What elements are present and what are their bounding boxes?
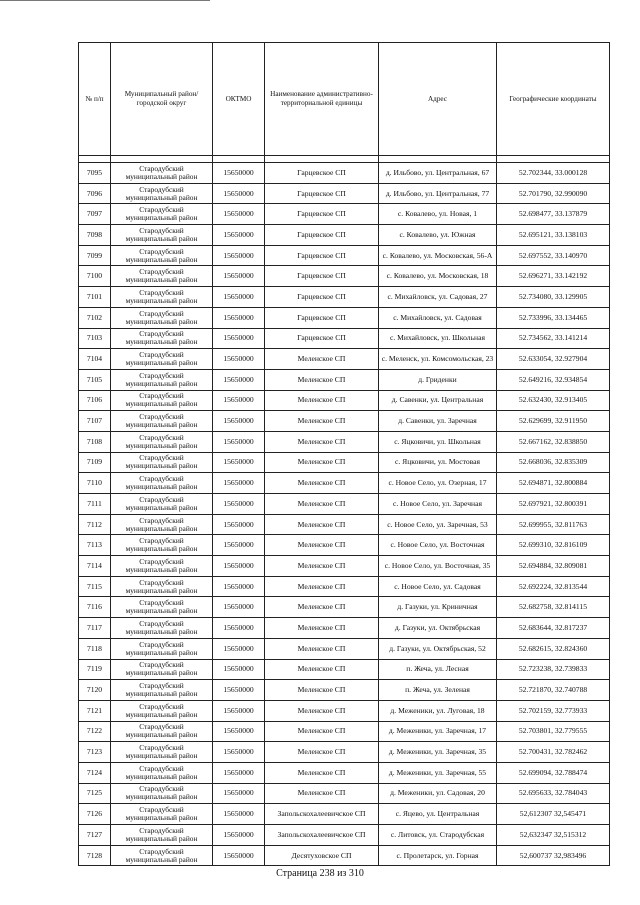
top-rule: [0, 0, 210, 1]
cell-oktmo: 15650000: [213, 638, 265, 659]
header-row: [79, 43, 610, 156]
table-row: [79, 576, 610, 597]
cell-unit: Гарцевское СП: [265, 163, 379, 184]
cell-unit: Гарцевское СП: [265, 266, 379, 287]
cell-unit: Меленское СП: [265, 369, 379, 390]
cell-oktmo: 15650000: [213, 576, 265, 597]
cell-oktmo: 15650000: [213, 163, 265, 184]
cell-district: Стародубский муниципальный район: [111, 742, 213, 763]
cell-num: 7127: [79, 825, 111, 846]
cell-oktmo: 15650000: [213, 783, 265, 804]
cell-district: Стародубский муниципальный район: [111, 225, 213, 246]
cell-coords: 52.682615, 32.824360: [497, 638, 610, 659]
table-row: [79, 163, 610, 184]
header-oktmo: ОКТМО: [213, 43, 265, 156]
cell-coords: 52.668036, 32.835309: [497, 452, 610, 473]
cell-unit: Меленское СП: [265, 680, 379, 701]
table-row: [79, 411, 610, 432]
cell-address: д. Меженики, ул. Садовая, 20: [379, 783, 497, 804]
table-row: [79, 783, 610, 804]
cell-address: с. Ковалево, ул. Московская, 56-А: [379, 245, 497, 266]
cell-unit: Меленское СП: [265, 783, 379, 804]
cell-coords: 52.734080, 33.129905: [497, 287, 610, 308]
table-body: [79, 163, 610, 866]
cell-coords: 52.699094, 32.788474: [497, 762, 610, 783]
header-gap-row: [79, 156, 610, 163]
cell-oktmo: 15650000: [213, 307, 265, 328]
cell-district: Стародубский муниципальный район: [111, 804, 213, 825]
cell-coords: 52.703801, 32.779555: [497, 721, 610, 742]
cell-unit: Гарцевское СП: [265, 225, 379, 246]
cell-coords: 52.695633, 32.784043: [497, 783, 610, 804]
cell-coords: 52,612307 32,545471: [497, 804, 610, 825]
cell-oktmo: 15650000: [213, 825, 265, 846]
cell-unit: Меленское СП: [265, 618, 379, 639]
cell-oktmo: 15650000: [213, 618, 265, 639]
cell-unit: Меленское СП: [265, 597, 379, 618]
cell-num: 7112: [79, 514, 111, 535]
cell-unit: Меленское СП: [265, 638, 379, 659]
cell-oktmo: 15650000: [213, 266, 265, 287]
cell-address: с. Михайловск, ул. Садовая, 27: [379, 287, 497, 308]
cell-oktmo: 15650000: [213, 431, 265, 452]
table-row: [79, 349, 610, 370]
cell-district: Стародубский муниципальный район: [111, 183, 213, 204]
header-unit: Наименование административно-территориальной единицы: [265, 43, 379, 156]
cell-address: с. Яцковичи, ул. Мостовая: [379, 452, 497, 473]
cell-district: Стародубский муниципальный район: [111, 328, 213, 349]
cell-oktmo: 15650000: [213, 183, 265, 204]
cell-oktmo: 15650000: [213, 514, 265, 535]
table-row: [79, 597, 610, 618]
table-row: [79, 390, 610, 411]
page-number: Страница 238 из 310: [276, 868, 364, 879]
cell-district: Стародубский муниципальный район: [111, 307, 213, 328]
cell-district: Стародубский муниципальный район: [111, 514, 213, 535]
cell-district: Стародубский муниципальный район: [111, 204, 213, 225]
cell-num: 7098: [79, 225, 111, 246]
cell-coords: 52.692224, 32.813544: [497, 576, 610, 597]
cell-address: с. Ковалево, ул. Московская, 18: [379, 266, 497, 287]
cell-address: д. Меженики, ул. Заречная, 55: [379, 762, 497, 783]
table-row: [79, 825, 610, 846]
header-num: № п/п: [79, 43, 111, 156]
table-row: [79, 225, 610, 246]
cell-unit: Меленское СП: [265, 411, 379, 432]
cell-coords: 52.667162, 32.838850: [497, 431, 610, 452]
cell-num: 7100: [79, 266, 111, 287]
table-row: [79, 328, 610, 349]
cell-district: Стародубский муниципальный район: [111, 845, 213, 866]
table-row: [79, 762, 610, 783]
cell-address: с. Новое Село, ул. Садовая: [379, 576, 497, 597]
cell-address: п. Жеча, ул. Зеленая: [379, 680, 497, 701]
cell-num: 7124: [79, 762, 111, 783]
cell-num: 7123: [79, 742, 111, 763]
table-row: [79, 742, 610, 763]
cell-address: д. Савенки, ул. Центральная: [379, 390, 497, 411]
gap-cell: [79, 156, 111, 163]
cell-num: 7115: [79, 576, 111, 597]
cell-unit: Меленское СП: [265, 742, 379, 763]
cell-oktmo: 15650000: [213, 680, 265, 701]
cell-num: 7113: [79, 535, 111, 556]
cell-district: Стародубский муниципальный район: [111, 762, 213, 783]
cell-oktmo: 15650000: [213, 494, 265, 515]
cell-num: 7108: [79, 431, 111, 452]
cell-coords: 52.734562, 33.141214: [497, 328, 610, 349]
table-row: [79, 266, 610, 287]
cell-coords: 52.683644, 32.817237: [497, 618, 610, 639]
cell-oktmo: 15650000: [213, 742, 265, 763]
cell-address: д. Меженики, ул. Заречная, 35: [379, 742, 497, 763]
cell-unit: Меленское СП: [265, 431, 379, 452]
cell-coords: 52.721870, 32.740788: [497, 680, 610, 701]
table-row: [79, 556, 610, 577]
cell-oktmo: 15650000: [213, 597, 265, 618]
cell-num: 7102: [79, 307, 111, 328]
cell-unit: Меленское СП: [265, 473, 379, 494]
cell-unit: Меленское СП: [265, 762, 379, 783]
cell-coords: 52.702159, 32.773933: [497, 700, 610, 721]
table-row: [79, 245, 610, 266]
cell-unit: Меленское СП: [265, 576, 379, 597]
cell-unit: Меленское СП: [265, 390, 379, 411]
cell-coords: 52.701790, 32.990090: [497, 183, 610, 204]
table-row: [79, 721, 610, 742]
table-row: [79, 452, 610, 473]
cell-unit: Меленское СП: [265, 494, 379, 515]
cell-district: Стародубский муниципальный район: [111, 287, 213, 308]
cell-address: с. Меленск, ул. Комсомольская, 23: [379, 349, 497, 370]
cell-num: 7110: [79, 473, 111, 494]
cell-num: 7117: [79, 618, 111, 639]
cell-oktmo: 15650000: [213, 225, 265, 246]
table-row: [79, 659, 610, 680]
cell-unit: Меленское СП: [265, 659, 379, 680]
table-row: [79, 804, 610, 825]
table-row: [79, 204, 610, 225]
cell-num: 7106: [79, 390, 111, 411]
cell-num: 7104: [79, 349, 111, 370]
table-row: [79, 494, 610, 515]
cell-coords: 52.700431, 32.782462: [497, 742, 610, 763]
cell-unit: Гарцевское СП: [265, 328, 379, 349]
cell-district: Стародубский муниципальный район: [111, 245, 213, 266]
table-row: [79, 514, 610, 535]
cell-district: Стародубский муниципальный район: [111, 638, 213, 659]
table-row: [79, 638, 610, 659]
cell-unit: Запольскохалеевичское СП: [265, 825, 379, 846]
cell-num: 7101: [79, 287, 111, 308]
cell-address: д. Ильбово, ул. Центральная, 77: [379, 183, 497, 204]
cell-unit: Гарцевское СП: [265, 183, 379, 204]
cell-coords: 52.629699, 32.911950: [497, 411, 610, 432]
gap-cell: [265, 156, 379, 163]
cell-unit: Меленское СП: [265, 452, 379, 473]
cell-unit: Меленское СП: [265, 349, 379, 370]
cell-num: 7107: [79, 411, 111, 432]
gap-cell: [497, 156, 610, 163]
cell-address: с. Новое Село, ул. Озерная, 17: [379, 473, 497, 494]
cell-unit: Меленское СП: [265, 700, 379, 721]
header-address: Адрес: [379, 43, 497, 156]
table-row: [79, 473, 610, 494]
cell-oktmo: 15650000: [213, 452, 265, 473]
cell-district: Стародубский муниципальный район: [111, 680, 213, 701]
cell-coords: 52.633054, 32.927904: [497, 349, 610, 370]
cell-coords: 52.649216, 32.934854: [497, 369, 610, 390]
cell-coords: 52.694871, 32.800884: [497, 473, 610, 494]
table-row: [79, 680, 610, 701]
cell-oktmo: 15650000: [213, 411, 265, 432]
cell-oktmo: 15650000: [213, 369, 265, 390]
cell-oktmo: 15650000: [213, 328, 265, 349]
table-row: [79, 183, 610, 204]
cell-unit: Гарцевское СП: [265, 204, 379, 225]
cell-oktmo: 15650000: [213, 287, 265, 308]
cell-oktmo: 15650000: [213, 700, 265, 721]
cell-oktmo: 15650000: [213, 390, 265, 411]
cell-coords: 52,600737 32,983496: [497, 845, 610, 866]
cell-oktmo: 15650000: [213, 204, 265, 225]
cell-district: Стародубский муниципальный район: [111, 535, 213, 556]
cell-num: 7096: [79, 183, 111, 204]
cell-coords: 52,632347 32,515312: [497, 825, 610, 846]
cell-district: Стародубский муниципальный район: [111, 266, 213, 287]
cell-oktmo: 15650000: [213, 245, 265, 266]
cell-coords: 52.695121, 33.138103: [497, 225, 610, 246]
cell-district: Стародубский муниципальный район: [111, 659, 213, 680]
cell-coords: 52.723238, 32.739833: [497, 659, 610, 680]
cell-district: Стародубский муниципальный район: [111, 349, 213, 370]
cell-address: д. Ильбово, ул. Центральная, 67: [379, 163, 497, 184]
cell-district: Стародубский муниципальный район: [111, 825, 213, 846]
cell-coords: 52.699310, 32.816109: [497, 535, 610, 556]
cell-num: 7119: [79, 659, 111, 680]
cell-num: 7122: [79, 721, 111, 742]
cell-district: Стародубский муниципальный район: [111, 411, 213, 432]
cell-unit: Гарцевское СП: [265, 245, 379, 266]
cell-unit: Меленское СП: [265, 556, 379, 577]
cell-num: 7114: [79, 556, 111, 577]
cell-num: 7121: [79, 700, 111, 721]
cell-num: 7095: [79, 163, 111, 184]
cell-address: с. Новое Село, ул. Заречная, 53: [379, 514, 497, 535]
gap-cell: [379, 156, 497, 163]
cell-oktmo: 15650000: [213, 556, 265, 577]
cell-num: 7099: [79, 245, 111, 266]
cell-oktmo: 15650000: [213, 845, 265, 866]
cell-coords: 52.702344, 33.000128: [497, 163, 610, 184]
cell-oktmo: 15650000: [213, 804, 265, 825]
cell-coords: 52.697921, 32.800391: [497, 494, 610, 515]
cell-address: с. Ковалево, ул. Южная: [379, 225, 497, 246]
cell-num: 7097: [79, 204, 111, 225]
cell-address: с. Новое Село, ул. Восточная, 35: [379, 556, 497, 577]
cell-address: с. Пролетарск, ул. Горная: [379, 845, 497, 866]
cell-coords: 52.699955, 32.811763: [497, 514, 610, 535]
cell-coords: 52.694884, 32.809081: [497, 556, 610, 577]
registry-table: [78, 42, 610, 866]
cell-address: д. Газуки, ул. Октябрьская: [379, 618, 497, 639]
cell-num: 7111: [79, 494, 111, 515]
cell-num: 7118: [79, 638, 111, 659]
cell-district: Стародубский муниципальный район: [111, 576, 213, 597]
cell-unit: Меленское СП: [265, 721, 379, 742]
cell-address: с. Литовск, ул. Стародубская: [379, 825, 497, 846]
cell-address: с. Михайловск, ул. Садовая: [379, 307, 497, 328]
cell-address: с. Новое Село, ул. Восточная: [379, 535, 497, 556]
cell-district: Стародубский муниципальный район: [111, 163, 213, 184]
cell-oktmo: 15650000: [213, 535, 265, 556]
cell-address: с. Яцковичи, ул. Школьная: [379, 431, 497, 452]
cell-district: Стародубский муниципальный район: [111, 369, 213, 390]
cell-address: д. Меженики, ул. Луговая, 18: [379, 700, 497, 721]
cell-oktmo: 15650000: [213, 762, 265, 783]
cell-district: Стародубский муниципальный район: [111, 700, 213, 721]
cell-num: 7125: [79, 783, 111, 804]
cell-address: д. Газуки, ул. Октябрьская, 52: [379, 638, 497, 659]
table-row: [79, 307, 610, 328]
cell-district: Стародубский муниципальный район: [111, 473, 213, 494]
cell-oktmo: 15650000: [213, 721, 265, 742]
table-row: [79, 535, 610, 556]
cell-address: д. Меженики, ул. Заречная, 17: [379, 721, 497, 742]
cell-district: Стародубский муниципальный район: [111, 783, 213, 804]
table-row: [79, 618, 610, 639]
cell-num: 7103: [79, 328, 111, 349]
cell-unit: Гарцевское СП: [265, 287, 379, 308]
cell-district: Стародубский муниципальный район: [111, 721, 213, 742]
header-district: Муниципальный район/городской округ: [111, 43, 213, 156]
cell-address: с. Яцево, ул. Центральная: [379, 804, 497, 825]
table-header: [79, 43, 610, 163]
cell-num: 7109: [79, 452, 111, 473]
cell-district: Стародубский муниципальный район: [111, 618, 213, 639]
cell-unit: Запольскохалеевичское СП: [265, 804, 379, 825]
cell-unit: Гарцевское СП: [265, 307, 379, 328]
cell-district: Стародубский муниципальный район: [111, 452, 213, 473]
cell-district: Стародубский муниципальный район: [111, 390, 213, 411]
table-row: [79, 287, 610, 308]
cell-num: 7128: [79, 845, 111, 866]
cell-address: с. Ковалево, ул. Новая, 1: [379, 204, 497, 225]
cell-address: п. Жеча, ул. Лесная: [379, 659, 497, 680]
cell-address: д. Газуки, ул. Криничная: [379, 597, 497, 618]
table-row: [79, 845, 610, 866]
cell-oktmo: 15650000: [213, 349, 265, 370]
gap-cell: [213, 156, 265, 163]
cell-num: 7120: [79, 680, 111, 701]
table-row: [79, 369, 610, 390]
cell-unit: Меленское СП: [265, 514, 379, 535]
cell-district: Стародубский муниципальный район: [111, 431, 213, 452]
cell-num: 7116: [79, 597, 111, 618]
gap-cell: [111, 156, 213, 163]
table-row: [79, 431, 610, 452]
cell-coords: 52.696271, 33.142192: [497, 266, 610, 287]
cell-coords: 52.697552, 33.140970: [497, 245, 610, 266]
cell-coords: 52.632430, 32.913405: [497, 390, 610, 411]
cell-coords: 52.682758, 32.814115: [497, 597, 610, 618]
cell-oktmo: 15650000: [213, 473, 265, 494]
cell-address: д. Гриденки: [379, 369, 497, 390]
cell-address: с. Новое Село, ул. Заречная: [379, 494, 497, 515]
cell-oktmo: 15650000: [213, 659, 265, 680]
cell-coords: 52.698477, 33.137879: [497, 204, 610, 225]
table-row: [79, 700, 610, 721]
cell-unit: Меленское СП: [265, 535, 379, 556]
cell-num: 7126: [79, 804, 111, 825]
cell-coords: 52.733996, 33.134465: [497, 307, 610, 328]
cell-address: д. Савенки, ул. Заречная: [379, 411, 497, 432]
cell-district: Стародубский муниципальный район: [111, 597, 213, 618]
cell-num: 7105: [79, 369, 111, 390]
cell-district: Стародубский муниципальный район: [111, 494, 213, 515]
cell-district: Стародубский муниципальный район: [111, 556, 213, 577]
cell-address: с. Михайловск, ул. Школьная: [379, 328, 497, 349]
header-coords: Географические координаты: [497, 43, 610, 156]
cell-unit: Десятуховское СП: [265, 845, 379, 866]
